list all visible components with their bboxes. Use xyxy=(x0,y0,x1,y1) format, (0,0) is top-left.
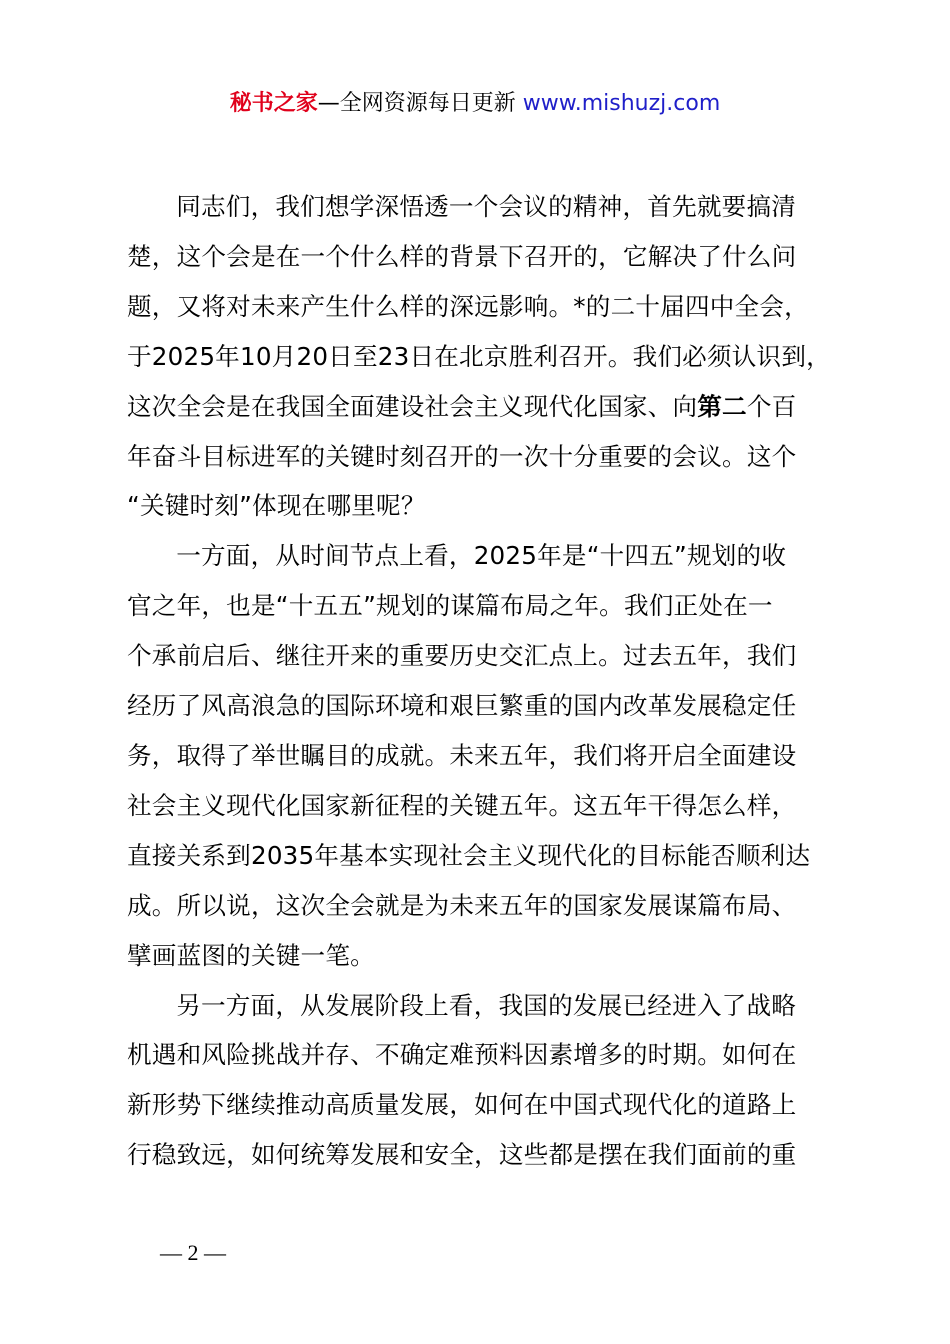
site-url-link[interactable]: www.mishuzj.com xyxy=(522,91,721,116)
text-line: 题，又将对未来产生什么样的深远影响。*的二十届四中全会， xyxy=(127,291,809,321)
text-line: 于2025年10月20日至23日在北京胜利召开。我们必须认识到， xyxy=(127,341,831,371)
text-line: 楚，这个会是在一个什么样的背景下召开的，它解决了什么问 xyxy=(127,241,797,271)
text-segment: 这次全会是在我国全面建设社会主义现代化国家、向 xyxy=(127,391,698,421)
text-line: 新形势下继续推动高质量发展，如何在中国式现代化的道路上 xyxy=(127,1090,797,1120)
paragraph xyxy=(127,981,833,1181)
header-tagline: —全网资源每日更新 xyxy=(317,91,516,116)
site-header xyxy=(0,86,950,122)
text-line xyxy=(78,382,833,432)
text-line: 同志们，我们想学深悟透一个会议的精神，首先就要搞清 xyxy=(176,192,797,221)
text-line: 经历了风高浪急的国际环境和艰巨繁重的国内改革发展稳定任 xyxy=(127,691,797,721)
text-line: “关键时刻”体现在哪里呢？ xyxy=(127,491,426,521)
text-line: 官之年，也是“十五五”规划的谋篇布局之年。我们正处在一 xyxy=(127,591,773,621)
paragraph xyxy=(127,182,833,531)
document-body xyxy=(127,182,833,1180)
text-line: 一方面，从时间节点上看，2025年是“十四五”规划的收 xyxy=(176,541,787,571)
text-line: 年奋斗目标进军的关键时刻召开的一次十分重要的会议。这个 xyxy=(127,441,797,471)
text-line: 务，取得了举世瞩目的成就。未来五年，我们将开启全面建设 xyxy=(127,740,797,770)
text-line: 行稳致远，如何统筹发展和安全，这些都是摆在我们面前的重 xyxy=(127,1140,797,1170)
text-line: 成。所以说，这次全会就是为未来五年的国家发展谋篇布局、 xyxy=(127,890,797,920)
text-line: 机遇和风险挑战并存、不确定难预料因素增多的时期。如何在 xyxy=(127,1040,797,1070)
text-segment: 个百 xyxy=(746,391,797,421)
text-line: 另一方面，从发展阶段上看，我国的发展已经进入了战略 xyxy=(176,990,797,1020)
text-line: 个承前启后、继往开来的重要历史交汇点上。过去五年，我们 xyxy=(127,641,797,671)
paragraph xyxy=(127,531,833,980)
text-line: 社会主义现代化国家新征程的关键五年。这五年干得怎么样， xyxy=(127,790,797,820)
brand-name: 秘书之家 xyxy=(229,91,318,116)
page-number: — 2 — xyxy=(160,1240,226,1265)
text-line: 直接关系到2035年基本实现社会主义现代化的目标能否顺利达 xyxy=(127,840,811,870)
bold-emphasis: 第二 xyxy=(697,391,747,421)
text-line: 擘画蓝图的关键一笔。 xyxy=(127,940,375,970)
